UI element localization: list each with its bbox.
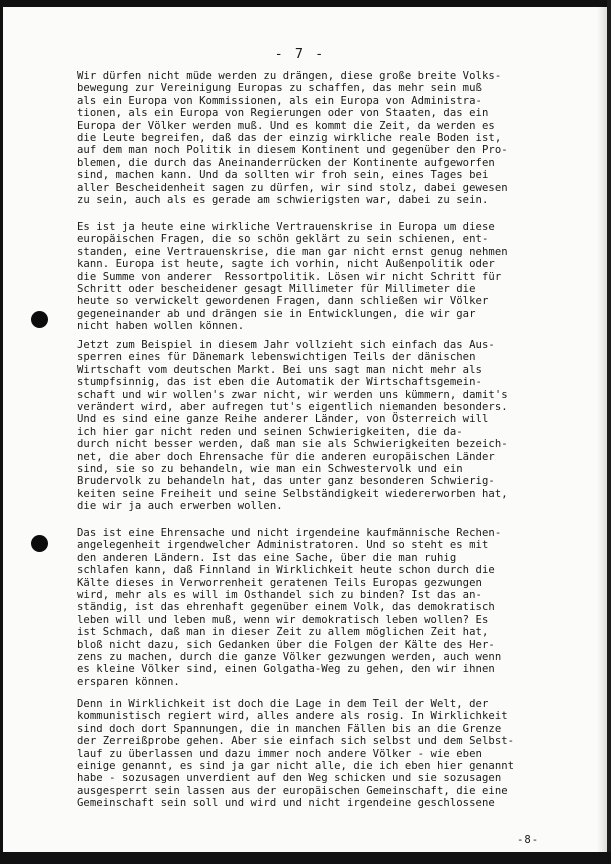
- scan-border-top: [0, 0, 611, 7]
- text-line: es kleine Völker sind, einen Golgatha-Weg zu gehen, den wir ihnen: [77, 663, 495, 676]
- text-line: Das ist eine Ehrensache und nicht irgendeine kaufmännische Rechen-: [77, 527, 502, 539]
- text-line: sind doch dort Spannungen, die in manchen Fällen bis an die Grenze: [77, 722, 502, 735]
- text-line: die wir ja auch erwerben wollen.: [77, 500, 283, 513]
- text-line: Es ist ja heute eine wirkliche Vertrauenskrise in Europa um diese: [77, 221, 495, 233]
- text-line: Brudervolk zu behandeln hat, das unter ganz besonderen Schwierig-: [77, 475, 495, 488]
- text-line: Wir dürfen nicht müde werden zu drängen, diese große breite Volks-: [77, 70, 502, 82]
- text-line: sind, machen kann. Und da sollten wir froh sein, eines Tages bei: [77, 169, 489, 182]
- text-line: durch nicht besser werden, daß man sie als Schwierigkeiten bezeich-: [77, 438, 508, 451]
- text-line: bewegung zur Vereinigung Europas zu schaffen, das mehr sein muß: [77, 82, 482, 95]
- paragraph-1: [77, 70, 577, 206]
- text-line: Denn in Wirklichkeit ist doch die Lage in dem Teil der Welt, der: [77, 698, 489, 710]
- paragraph-4: [77, 527, 577, 688]
- scan-border-left: [0, 0, 3, 864]
- text-line: Europa der Völker werden muß. Und es kommt die Zeit, da werden es: [77, 119, 495, 132]
- text-line: heute so verwickelt gewordenen Fragen, dann schließen wir Völker: [77, 295, 489, 308]
- paragraph-5: [77, 698, 577, 810]
- text-line: lauf zu überlassen und dazu immer noch andere Völker - wie eben: [77, 747, 482, 760]
- text-line: ersparen können.: [77, 675, 180, 688]
- paragraph-3: [77, 339, 577, 512]
- text-line: zu sein, auch als es gerade am schwierigsten war, dabei zu sein.: [77, 193, 489, 206]
- text-line: schaft und wir wollen's zwar nicht, wir werden uns kümmern, damit's: [77, 388, 508, 401]
- text-line: standen, eine Vertrauenskrise, die man gar nicht ernst genug nehmen: [77, 245, 508, 258]
- text-line: stumpfsinnig, das ist eben die Automatik der Wirtschaftsgemein-: [77, 376, 482, 389]
- text-line: den anderen Ländern. Ist das eine Sache, über die man ruhig: [77, 551, 457, 564]
- text-line: keiten seine Freiheit und seine Selbständigkeit wiedererworben hat,: [77, 487, 508, 500]
- text-line: blemen, die durch das Aneinanderrücken der Kontinente aufgeworfen: [77, 156, 495, 169]
- text-line: leben will und leben muß, wenn wir demokratisch leben wollen? Es: [77, 613, 489, 626]
- text-line: kommunistisch regiert wird, alles andere als rosig. In Wirklichkeit: [77, 710, 508, 723]
- text-line: angelegenheit irgendwelcher Administratoren. Und so steht es mit: [77, 539, 489, 552]
- text-line: als ein Europa von Kommissionen, als ein Europa von Administra-: [77, 94, 482, 107]
- text-line: die Summe von anderer Ressortpolitik. Lösen wir nicht Schritt für: [77, 270, 502, 283]
- text-line: Jetzt zum Beispiel in diesem Jahr vollzieht sich einfach das Aus-: [77, 339, 495, 351]
- text-line: ausgesperrt sein lassen aus der europäischen Gemeinschaft, die eine: [77, 784, 508, 797]
- punch-hole: [31, 311, 48, 328]
- text-line: bloß nicht dazu, sich Gedanken über die Folgen der Kälte des Her-: [77, 638, 495, 651]
- text-line: ist Schmach, daß man in dieser Zeit zu allem möglichen Zeit hat,: [77, 626, 489, 639]
- text-line: wird, mehr als es will im Osthandel sich zu binden? Ist das an-: [77, 588, 482, 601]
- text-line: tionen, als ein Europa von Regierungen oder von Staaten, das ein: [77, 107, 489, 120]
- text-line: gegeneinander ab und drängen sie in Entwicklungen, die wir gar: [77, 307, 476, 320]
- scan-border-bottom: [0, 852, 611, 864]
- text-line: Und es sind eine ganze Reihe anderer Länder, von Österreich will: [77, 413, 489, 426]
- text-line: der Zerreißprobe gehen. Aber sie einfach sich selbst und dem Selbst-: [77, 735, 515, 748]
- text-line: schlafen kann, daß Finnland in Wirklichkeit heute schon durch die: [77, 564, 495, 577]
- text-line: Schritt oder bescheidener gesagt Millimeter für Millimeter die: [77, 282, 476, 295]
- text-line: Wirtschaft vom deutschen Markt. Bei uns sagt man nicht mehr als: [77, 363, 482, 376]
- text-line: einige genannt, es sind ja gar nicht alle, die ich eben hier genannt: [77, 759, 515, 772]
- text-line: sperren eines für Dänemark lebenswichtigen Teils der dänischen: [77, 351, 476, 364]
- text-line: Kälte dieses in Verworrenheit geratenen Teils Europas gezwungen: [77, 576, 482, 589]
- text-line: Gemeinschaft sein soll und wird und nicht irgendeine geschlossene: [77, 797, 495, 810]
- text-line: zens zu machen, durch die ganze Völker gezwungen werden, auch wenn: [77, 650, 502, 663]
- scan-border-right: [607, 0, 611, 864]
- page-number: - 7 -: [274, 46, 326, 62]
- paragraph-2: [77, 221, 577, 333]
- text-line: kann. Europa ist heute, sagte ich vorhin, nicht Außenpolitik oder: [77, 258, 495, 271]
- text-line: sind, sie so zu behandeln, wie man ein Schwestervolk und ein: [77, 462, 463, 475]
- text-line: die Leute begreifen, daß das der einzig wirkliche reale Boden ist,: [77, 131, 502, 144]
- scan-shadow-right: [597, 0, 607, 864]
- text-line: ich hier gar nicht reden und seinen Schwierigkeiten, die da-: [77, 425, 463, 438]
- text-line: verändert wird, aber aufregen tut's eigentlich niemanden besonders.: [77, 400, 508, 413]
- text-line: habe - sozusagen unverdient auf den Weg schicken und sie sozusagen: [77, 772, 502, 785]
- text-line: nicht haben wollen können.: [77, 320, 245, 333]
- text-line: auf dem man noch Politik in diesem Kontinent und gegenüber den Pro-: [77, 144, 508, 157]
- text-line: ständig, ist das ehrenhaft gegenüber einem Volk, das demokratisch: [77, 601, 495, 614]
- text-line: aller Bescheidenheit sagen zu dürfen, wir sind stolz, dabei gewesen: [77, 181, 508, 194]
- continuation-mark: -8-: [517, 834, 540, 846]
- punch-hole: [31, 535, 48, 552]
- text-line: net, die aber doch Ehrensache für die anderen europäischen Länder: [77, 450, 495, 463]
- text-line: europäischen Fragen, die so schön geklärt zu sein schienen, ent-: [77, 233, 489, 246]
